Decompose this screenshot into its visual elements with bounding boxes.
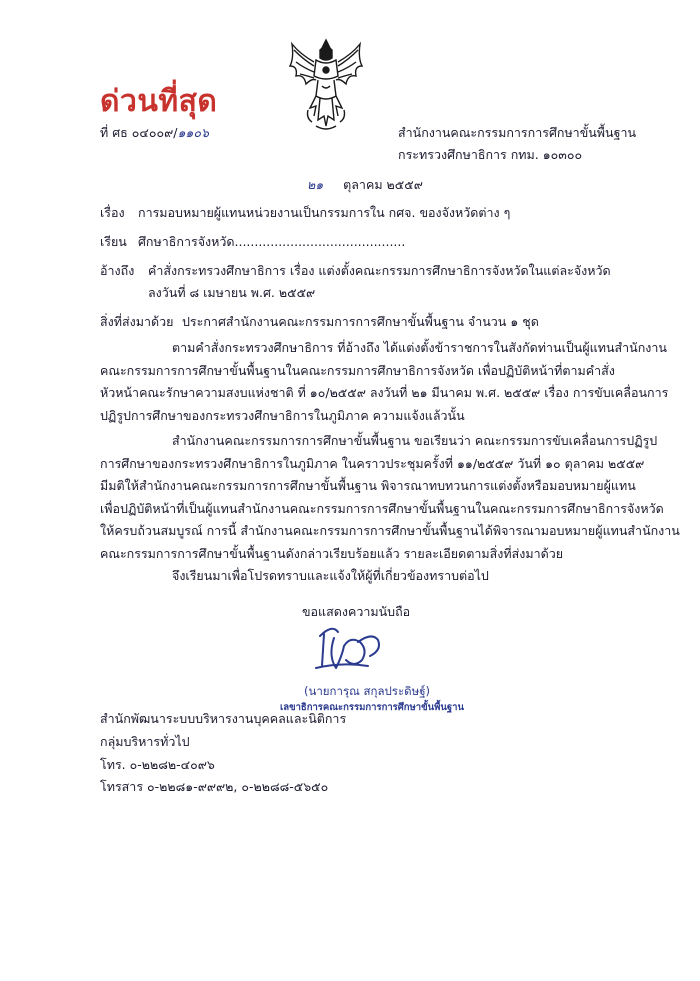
body-paragraph-1: [100, 337, 668, 427]
document-number-label: ที่ ศธ ๐๔๐๐๙/: [100, 125, 178, 140]
paragraph-line: หัวหน้าคณะรักษาความสงบแห่งชาติ ที่ ๑๐/๒๕๕๙ ลงวันที่ ๒๑ มีนาคม พ.ศ. ๒๕๕๙ เรื่อง การขับเคลื่อนการ: [100, 385, 669, 400]
body-paragraph-3: จึงเรียนมาเพื่อโปรดทราบและแจ้งให้ผู้ที่เกี่ยวข้องทราบต่อไป: [172, 568, 489, 583]
footer-group: กลุ่มบริหารทั่วไป: [100, 734, 190, 749]
org-line-2: กระทรวงศึกษาธิการ กทม. ๑๐๓๐๐: [398, 147, 583, 162]
enclosure-label: สิ่งที่ส่งมาด้วย: [100, 314, 174, 329]
paragraph-line: การศึกษาของกระทรวงศึกษาธิการในภูมิภาค ในคราวประชุมครั้งที่ ๑๑/๒๕๕๙ วันที่ ๑๐ ตุลาคม ๒๕๕๙: [100, 455, 645, 471]
paragraph-line: ให้ครบถ้วนสมบูรณ์ การนี้ สำนักงานคณะกรรมการการศึกษาขั้นพื้นฐานได้พิจารณามอบหมายผู้แทนสำนักงาน: [100, 523, 680, 538]
signature-icon: [312, 616, 388, 680]
footer-office: สำนักพัฒนาระบบบริหารงานบุคคลและนิติการ: [100, 711, 347, 726]
garuda-emblem-icon: [286, 36, 366, 134]
to-label: เรียน: [100, 234, 127, 249]
paragraph-line: ปฏิรูปการศึกษาของกระทรวงศึกษาธิการในภูมิภาค ความแจ้งแล้วนั้น: [100, 407, 465, 423]
reference-label: อ้างถึง: [100, 263, 135, 278]
footer-fax: โทรสาร ๐-๒๒๘๑-๙๙๙๒, ๐-๒๒๘๘-๕๖๕๐: [100, 779, 329, 794]
paragraph-line: มีมติให้สำนักงานคณะกรรมการการศึกษาขั้นพื้นฐาน พิจารณาทบทวนการแต่งตั้งหรือมอบหมายผู้แทน: [100, 478, 636, 493]
footer-telephone: โทร. ๐-๒๒๘๒-๔๐๙๖: [100, 757, 215, 772]
document-number-handwritten: ๑๑๐๖: [177, 125, 209, 140]
paragraph-line: ตามคำสั่งกระทรวงศึกษาธิการ ที่อ้างถึง ได้แต่งตั้งข้าราชการในสังกัดท่านเป็นผู้แทนสำนักงาน: [172, 340, 667, 355]
date-day: ๒๑: [307, 177, 324, 192]
body-paragraph-2: [100, 430, 680, 565]
reference-line-2: ลงวันที่ ๘ เมษายน พ.ศ. ๒๕๕๙: [148, 285, 316, 300]
paragraph-line: สำนักงานคณะกรรมการการศึกษาขั้นพื้นฐาน ขอเรียนว่า คณะกรรมการขับเคลื่อนการปฏิรูป: [172, 433, 658, 448]
document-number: [100, 124, 209, 142]
org-line-1: สำนักงานคณะกรรมการการศึกษาขั้นพื้นฐาน: [398, 125, 637, 140]
signatory-name: (นายการุณ สกุลประดิษฐ์): [304, 684, 431, 698]
to-text: ศึกษาธิการจังหวัด...........................................: [138, 234, 406, 249]
subject-text: การมอบหมายผู้แทนหน่วยงานเป็นกรรมการใน กศจ. ของจังหวัดต่าง ๆ: [138, 205, 511, 220]
signatory-title: เลขาธิการคณะกรรมการการศึกษาขั้นพื้นฐาน: [280, 702, 464, 713]
document-date: [307, 176, 423, 194]
closing-regards: ขอแสดงความนับถือ: [302, 604, 411, 619]
enclosure-text: ประกาศสำนักงานคณะกรรมการการศึกษาขั้นพื้นฐาน จำนวน ๑ ชุด: [182, 314, 539, 329]
subject-label: เรื่อง: [100, 205, 125, 220]
paragraph-line: เพื่อปฏิบัติหน้าที่เป็นผู้แทนสำนักงานคณะกรรมการการศึกษาขั้นพื้นฐานในคณะกรรมการศึกษาธิการจังหวัด: [100, 500, 664, 516]
paragraph-line: คณะกรรมการการศึกษาขั้นพื้นฐานดังกล่าวเรียบร้อยแล้ว รายละเอียดตามสิ่งที่ส่งมาด้วย: [100, 545, 564, 561]
date-month-year: ตุลาคม ๒๕๕๙: [343, 177, 423, 192]
reference-line-1: คำสั่งกระทรวงศึกษาธิการ เรื่อง แต่งตั้งคณะกรรมการศึกษาธิการจังหวัดในแต่ละจังหวัด: [148, 263, 611, 278]
urgent-stamp: ด่วนที่สุด: [100, 84, 218, 119]
paragraph-line: คณะกรรมการการศึกษาขั้นพื้นฐานในคณะกรรมการศึกษาธิการจังหวัด เพื่อปฏิบัติหน้าที่ตามคำสั่ง: [100, 362, 615, 378]
